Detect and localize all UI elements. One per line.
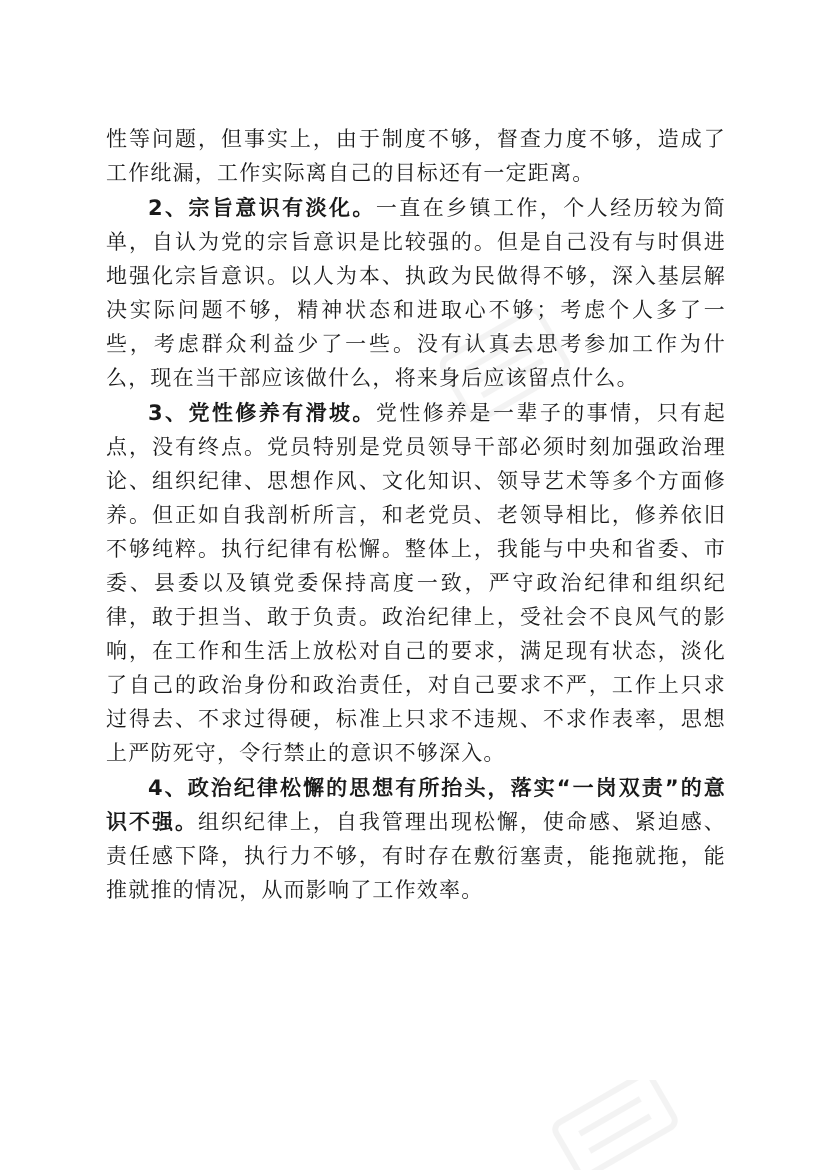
paragraph-1	[106, 122, 726, 190]
document-body	[106, 122, 726, 907]
paragraph-4-text: 组织纪律上，自我管理出现松懈，使命感、紧迫感、责任感下降，执行力不够，有时存在敷衍塞责，能拖就拖，能推就推的情况，从而影响了工作效率。	[106, 810, 726, 902]
paragraph-4-heading: 4、政治纪律松懈的思想有所抬头，落实“一岗双责”的意识不强。	[106, 776, 726, 834]
paragraph-1-text: 性等问题，但事实上，由于制度不够，督查力度不够，造成了工作纰漏，工作实际离自己的目标还有一定距离。	[106, 127, 726, 185]
watermark-stamp-icon-bottom	[540, 1080, 690, 1170]
paragraph-2-text: 一直在乡镇工作，个人经历较为简单，自认为党的宗旨意识是比较强的。但是自己没有与时俱进地强化宗旨意识。以人为本、执政为民做得不够，深入基层解决实际问题不够，精神状态和进取心不够；考虑个人多了一些，考虑群众利益少了一些。没有认真去思考参加工作为什么，现在当干部应该做什么，将来身后应该留点什么。	[106, 196, 726, 390]
paragraph-3	[106, 396, 726, 770]
paragraph-2	[106, 191, 726, 395]
paragraph-2-heading: 2、宗旨意识有淡化。	[148, 196, 376, 220]
paragraph-3-text: 党性修养是一辈子的事情，只有起点，没有终点。党员特别是党员领导干部必须时刻加强政治理论、组织纪律、思想作风、文化知识、领导艺术等多个方面修养。但正如自我剖析所言，和老党员、老领导相比，修养依旧不够纯粹。执行纪律有松懈。整体上，我能与中央和省委、市委、县委以及镇党委保持高度一致，严守政治纪律和组织纪律，敢于担当、敢于负责。政治纪律上，受社会不良风气的影响，在工作和生活上放松对自己的要求，满足现有状态，淡化了自己的政治身份和政治责任，对自己要求不严，工作上只求过得去、不求过得硬，标准上只求不违规、不求作表率，思想上严防死守，令行禁止的意识不够深入。	[106, 401, 726, 765]
paragraph-3-heading: 3、党性修养有滑坡。	[148, 401, 376, 425]
paragraph-4	[106, 771, 726, 907]
